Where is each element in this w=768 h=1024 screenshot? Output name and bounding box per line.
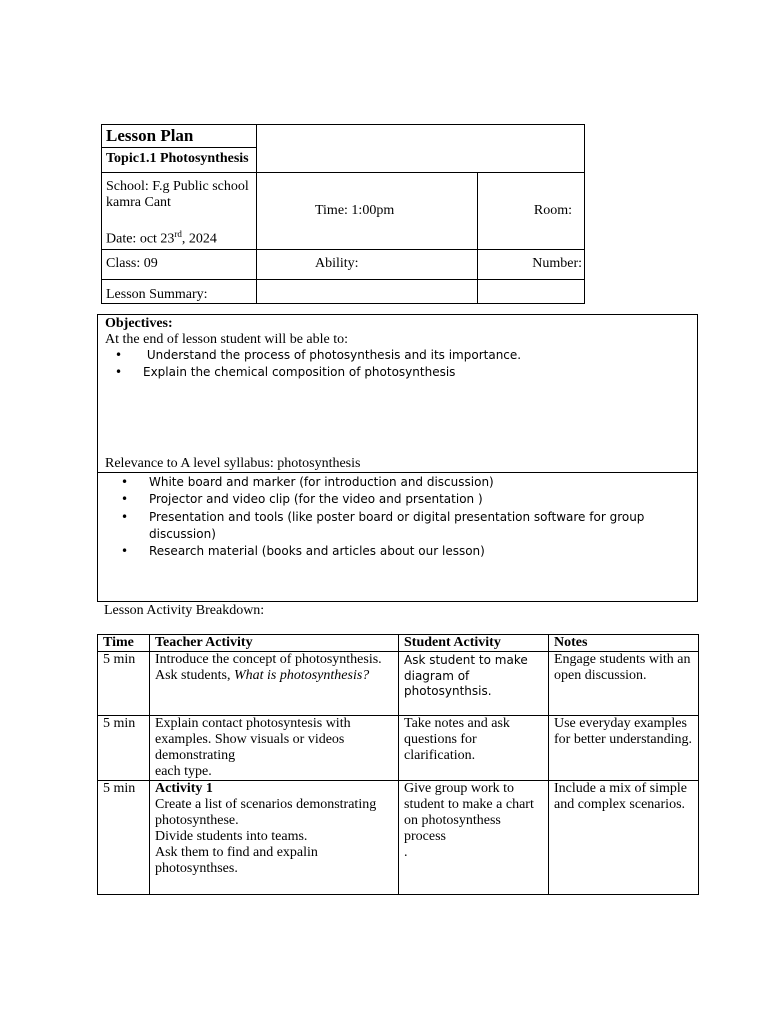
date-line (106, 226, 252, 248)
teacher-line: Explain contact photosyntesis with (155, 716, 351, 731)
objective-item: • Explain the chemical composition of photosynthesis (143, 364, 521, 381)
objectives-intro: At the end of lesson student will be able to: (105, 332, 349, 347)
objectives-list (143, 347, 521, 381)
table-row (98, 781, 699, 895)
topic-label: Topic1.1 Photosynthesis (106, 151, 249, 166)
number-label: Number: (532, 256, 582, 272)
student-activity-cell (399, 781, 549, 895)
student-activity-cell: Ask student to make diagram of photosynthsis. (399, 652, 549, 716)
school-line-1: School: F.g Public school (106, 179, 249, 194)
lesson-summary-label: Lesson Summary: (106, 286, 208, 302)
activity-table (97, 634, 699, 895)
summary-blank-2 (478, 279, 585, 303)
number-cell (478, 249, 585, 279)
time-value: Time: 1:00pm (314, 202, 395, 218)
activity-breakdown-label: Lesson Activity Breakdown: (104, 603, 265, 618)
time-cell: 5 min (98, 716, 150, 781)
room-cell (478, 173, 585, 250)
teacher-line: examples. Show visuals or videos (155, 732, 345, 747)
summary-blank-1 (256, 279, 477, 303)
date-suffix: , 2024 (181, 231, 217, 247)
school-line-2: kamra Cant (106, 195, 171, 210)
teacher-line: photosynthese. (155, 813, 239, 828)
resources-list (149, 474, 697, 560)
teacher-activity-cell (150, 652, 399, 716)
teacher-line (155, 668, 393, 684)
objectives-heading: Objectives: (105, 316, 173, 331)
resource-item: • White board and marker (for introduction and discussion) (149, 474, 697, 491)
student-activity-extra: . (404, 845, 408, 860)
ability-cell (256, 249, 477, 279)
title-cell (102, 125, 257, 173)
teacher-activity-cell (150, 716, 399, 781)
resource-item: • Research material (books and articles about our lesson) (149, 543, 697, 560)
notes-cell: Use everyday examples for better understanding. (549, 716, 699, 781)
school-date-cell (102, 173, 257, 250)
objectives-divider (98, 472, 697, 473)
teacher-line: photosynthses. (155, 861, 238, 876)
column-header-time: Time (98, 635, 150, 652)
time-cell (256, 173, 477, 250)
teacher-line-text: Ask students, (155, 668, 234, 683)
summary-cell (102, 279, 257, 303)
column-header-notes: Notes (549, 635, 699, 652)
table-row (98, 652, 699, 716)
column-header-student: Student Activity (399, 635, 549, 652)
time-cell: 5 min (98, 652, 150, 716)
column-header-teacher: Teacher Activity (150, 635, 399, 652)
teacher-question: What is photosynthesis? (233, 668, 370, 683)
date-sup: rd (174, 229, 182, 239)
teacher-line: Divide students into teams. (155, 829, 308, 844)
teacher-line: demonstrating (155, 748, 236, 763)
teacher-line: Create a list of scenarios demonstrating (155, 797, 377, 812)
activity-heading: Activity 1 (155, 781, 213, 796)
lesson-header-table (101, 124, 585, 304)
objectives-text (105, 316, 348, 348)
notes-cell: Include a mix of simple and complex scenarios. (549, 781, 699, 895)
teacher-line: each type. (155, 764, 212, 779)
time-cell: 5 min (98, 781, 150, 895)
resource-item: • Projector and video clip (for the video and prsentation ) (149, 491, 697, 508)
notes-cell: Engage students with an open discussion. (549, 652, 699, 716)
table-header-row (98, 635, 699, 652)
ability-label: Ability: (314, 256, 359, 272)
class-value: Class: 09 (106, 256, 158, 272)
header-blank-cell (256, 125, 584, 173)
table-row (98, 716, 699, 781)
teacher-line: Ask them to find and expalin (155, 845, 318, 860)
room-label: Room: (533, 202, 572, 218)
class-cell (102, 249, 257, 279)
date-prefix: Date: oct 23 (106, 231, 175, 247)
student-activity-text: Give group work to student to make a chart on photosynthess process (404, 781, 534, 844)
resource-item: • Presentation and tools (like poster board or digital presentation software for group discussion) (149, 509, 697, 544)
objectives-box (97, 314, 698, 602)
student-activity-cell: Take notes and ask questions for clarification. (399, 716, 549, 781)
objective-item: • Understand the process of photosynthesis and its importance. (143, 347, 521, 364)
lesson-plan-title: Lesson Plan (102, 125, 256, 148)
teacher-line: Introduce the concept of photosynthesis. (155, 652, 382, 667)
relevance-line: Relevance to A level syllabus: photosynthesis (105, 456, 361, 471)
teacher-activity-cell (150, 781, 399, 895)
